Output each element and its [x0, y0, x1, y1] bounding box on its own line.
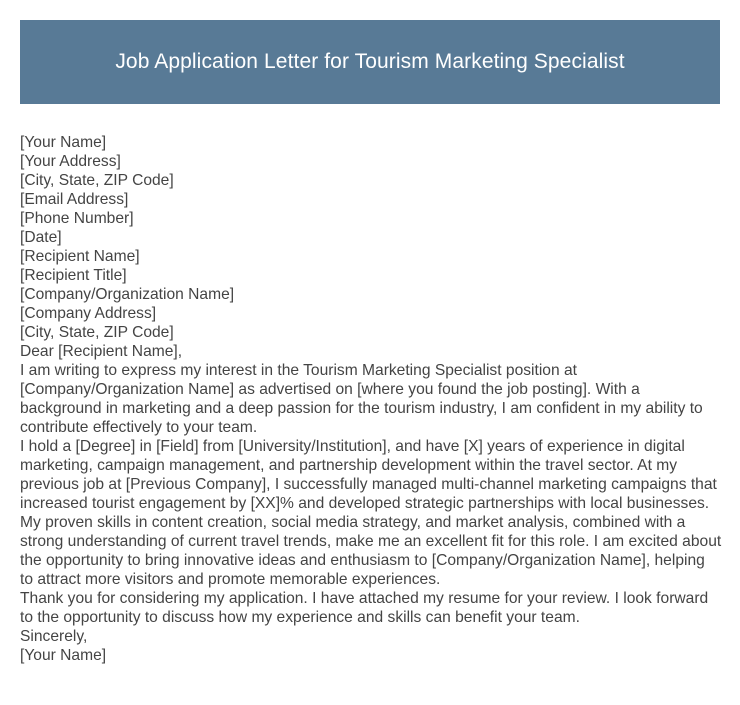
closing: Sincerely,	[20, 628, 88, 645]
paragraph-experience: I hold a [Degree] in [Field] from [University/Institution], and have [X] years of experience in digital marketing, campaign management, and partnership development within the travel sector. At my previous job at [Previous Company], I successfully managed multi-channel marketing campaigns that increased tourist engagement by [XX]% and developed strategic partnerships with local businesses.	[20, 438, 717, 512]
letter-date: [Date]	[20, 229, 62, 246]
paragraph-skills: My proven skills in content creation, social media strategy, and market analysis, combined with a strong understanding of current travel trends, make me an excellent fit for this role. I am excited about the opportunity to bring innovative ideas and enthusiasm to [Company/Organization Name], helping to attract more visitors and promote memorable experiences.	[20, 514, 722, 588]
paragraph-closing: Thank you for considering my application. I have attached my resume for your review. I look forward to the opportunity to discuss how my experience and skills can benefit your team.	[20, 590, 709, 626]
sender-phone: [Phone Number]	[20, 210, 134, 227]
letter-title-banner	[20, 20, 720, 104]
sender-name: [Your Name]	[20, 134, 107, 151]
recipient-address: [Company Address]	[20, 305, 157, 322]
sender-address: [Your Address]	[20, 153, 121, 170]
recipient-city-state-zip: [City, State, ZIP Code]	[20, 324, 174, 341]
recipient-company: [Company/Organization Name]	[20, 286, 235, 303]
recipient-title: [Recipient Title]	[20, 267, 127, 284]
salutation: Dear [Recipient Name],	[20, 343, 183, 360]
sender-email: [Email Address]	[20, 191, 129, 208]
paragraph-introduction: I am writing to express my interest in the Tourism Marketing Specialist position at [Company/Organization Name] as advertised on [where you found the job posting]. With a background in marketing and a deep passion for the tourism industry, I am confident in my ability to contribute effectively to your team.	[20, 362, 703, 436]
signature-name: [Your Name]	[20, 647, 107, 664]
sender-city-state-zip: [City, State, ZIP Code]	[20, 172, 174, 189]
page-title: Job Application Letter for Tourism Marketing Specialist	[115, 50, 625, 73]
letter-body	[20, 133, 722, 665]
recipient-name: [Recipient Name]	[20, 248, 140, 265]
